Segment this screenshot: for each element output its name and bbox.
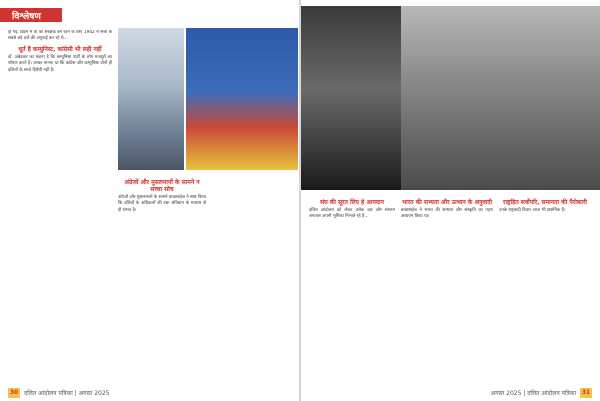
left-col1-heading: धूर्त है कम्युनिस्ट, कांग्रेसी भी सही नहीं [18,45,102,53]
left-col-2 [118,176,206,386]
right-col3-heading: राष्ट्रहित सर्वोपरि, समानता की पैरोकारी [503,199,587,206]
left-intro: हो गई, ब्रिटेन में वो का संरक्षक बने रहने के लिए 1942 में सत्ता के सबसे बड़े दर्जे की अगुवाई कर रहे थे... [8,30,112,42]
speech-photo [401,6,600,190]
section-tag [0,8,62,22]
portrait-photo [301,6,401,190]
right-col3-text: उनके राष्ट्रवादी विचार आज भी प्रासंगिक हैं। [499,208,566,213]
left-footer-text: दलित आंदोलन पत्रिका | अगस्त 2025 [24,390,110,397]
right-page-number: 31 [581,389,591,396]
left-page-number: 30 [9,389,19,396]
right-page [301,0,600,401]
right-col-1 [309,196,395,386]
statue-photo [118,28,184,170]
right-col2-text: बाबासाहेब ने भारत की सभ्यता और संस्कृति का गहरा अध्ययन किया था। [401,208,493,220]
left-col2-text: अंग्रेजों और मुसलमानों के सामने बाबासाहेब ने स्पष्ट किया कि दलितों के अधिकारों की रक्षा संविधान के माध्यम से ही संभव है। [118,195,206,213]
left-col2-heading: अंग्रेजों और मुसलमानों के सामने न सच्चा सोच [124,179,200,193]
left-footer [8,388,291,398]
right-footer-text: अगस्त 2025 | दलित आंदोलन पत्रिका [490,390,576,397]
right-col-3 [499,196,591,386]
left-col-1 [8,30,112,386]
left-col1-text: डॉ. अंबेडकर का कहना है कि कम्युनिस्ट पार्टी के लोग मजदूरों का शोषण करते हैं। उनका मानना था कि कांग्रेस और कम्युनिस्ट दोनों ही दलितों के सच्चे हितैषी नहीं हैं। [8,54,112,73]
right-col2-heading: भारत की सभ्यता और उत्थान के अनुवादी [401,199,493,206]
left-page [0,0,299,401]
crowd-photo [186,28,298,170]
right-col-2 [401,196,493,386]
right-col1-text: दलित आंदोलन को लेकर अनेक दल और संगठन लगातार अपनी भूमिका निभाते रहे हैं... [309,208,395,220]
right-col1-heading: संघ की सूरत लिए हे आपदान [320,199,384,206]
section-tag-label: विश्लेषण [12,12,41,22]
right-footer [309,388,592,398]
